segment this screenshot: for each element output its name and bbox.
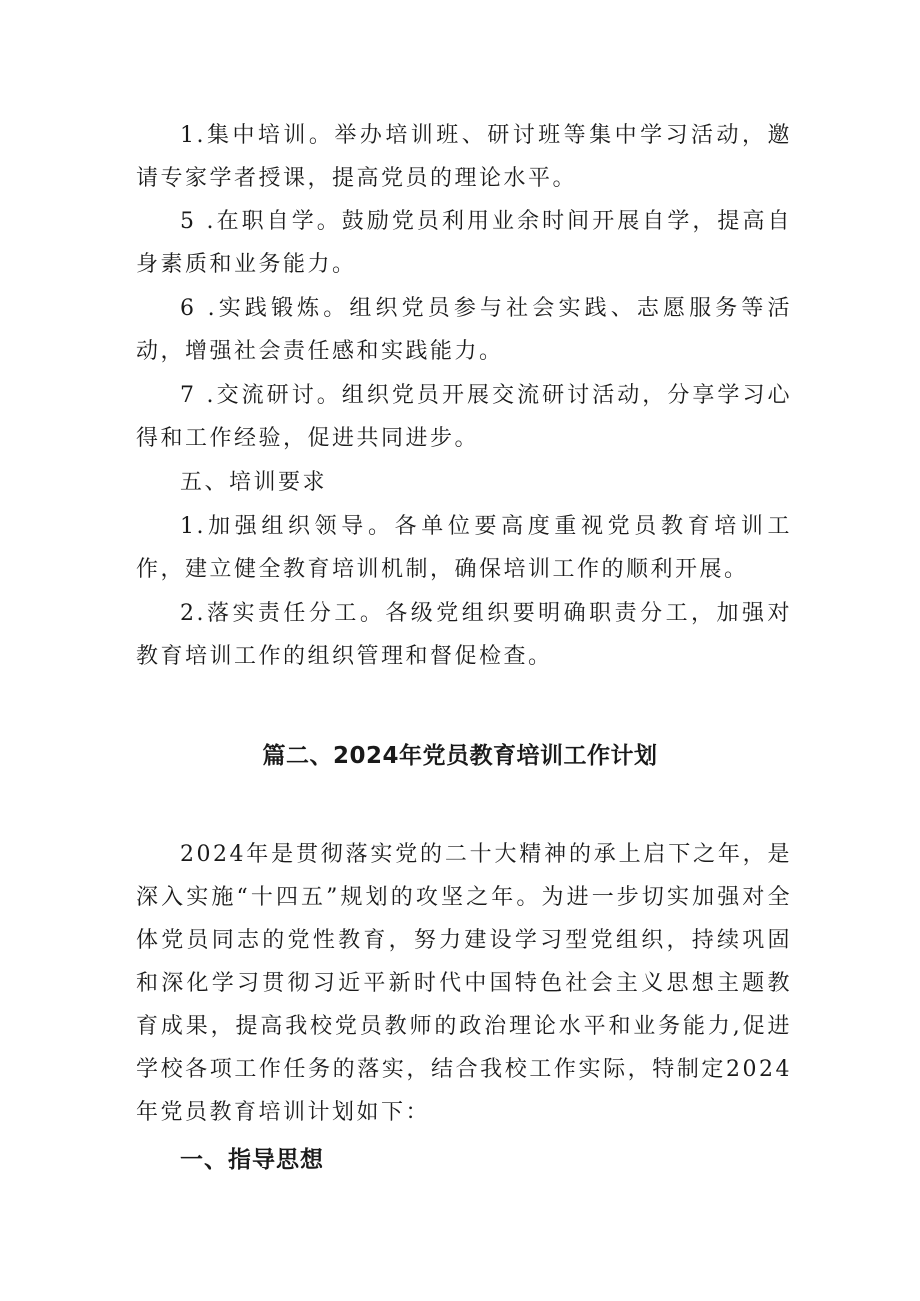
- paragraph-self-study: 5 .在职自学。鼓励党员利用业余时间开展自学，提高自身素质和业务能力。: [136, 209, 792, 277]
- section-heading-guiding-ideology: 一、指导思想: [180, 1147, 324, 1173]
- document-title: 篇二、2024年党员教育培训工作计划: [262, 743, 658, 769]
- paragraph-concentrated-training: 1.集中培训。举办培训班、研讨班等集中学习活动，邀请专家学者授课，提高党员的理论水平。: [136, 123, 792, 191]
- paragraph-practice: 6 .实践锻炼。组织党员参与社会实践、志愿服务等活动，增强社会责任感和实践能力。: [136, 296, 792, 364]
- section-heading-requirements: 五、培训要求: [180, 470, 328, 495]
- paragraph-responsibility: 2.落实责任分工。各级党组织要明确职责分工，加强对教育培训工作的组织管理和督促检查。: [136, 601, 792, 669]
- paragraph-exchange: 7 .交流研讨。组织党员开展交流研讨活动，分享学习心得和工作经验，促进共同进步。: [136, 383, 792, 451]
- paragraph-intro: 2024年是贯彻落实党的二十大精神的承上启下之年，是深入实施“十四五”规划的攻坚之年。为进一步切实加强对全体党员同志的党性教育，努力建设学习型党组织，持续巩固和深化学习贯彻习近平新时代中国特色社会主义思想主题教育成果，提高我校党员教师的政治理论水平和业务能力,促进学校各项工作任务的落实，结合我校工作实际，特制定2024年党员教育培训计划如下：: [136, 842, 792, 1125]
- paragraph-leadership: 1.加强组织领导。各单位要高度重视党员教育培训工作，建立健全教育培训机制，确保培训工作的顺利开展。: [136, 514, 792, 582]
